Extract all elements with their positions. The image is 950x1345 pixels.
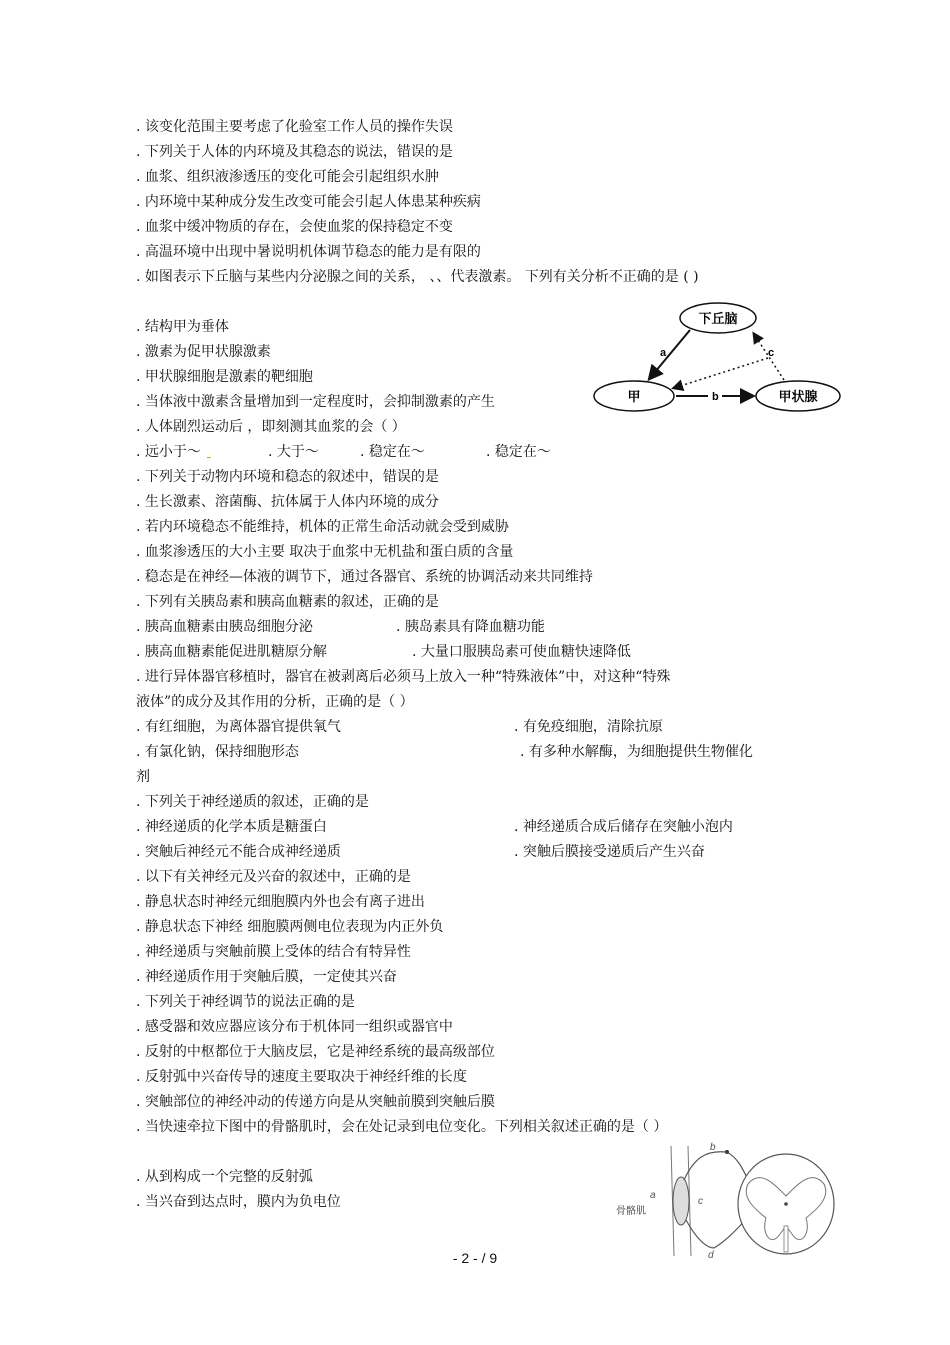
question-stem: . 以下有关神经元及兴奋的叙述中，正确的是 — [136, 869, 411, 885]
text-line: . 该变化范围主要考虑了化验室工作人员的操作失误 — [136, 119, 453, 135]
muscle-shape — [673, 1177, 689, 1225]
question-stem: . 当快速牵拉下图中的骨骼肌时，会在处记录到电位变化。下列相关叙述正确的是（ ） — [136, 1119, 668, 1135]
label-c: c — [698, 1196, 703, 1207]
option: . 高温环境中出现中暑说明机体调节稳态的能力是有限的 — [136, 244, 481, 260]
option-text: . 远小于～ — [136, 444, 201, 460]
option: . 胰岛素具有降血糖功能 — [396, 619, 545, 635]
label-d: d — [708, 1250, 714, 1261]
option: . 反射弧中兴奋传导的速度主要取决于神经纤维的长度 — [136, 1069, 467, 1085]
option: . 甲状腺细胞是激素的靶细胞 — [136, 369, 313, 385]
question-stem: . 如图表示下丘脑与某些内分泌腺之间的关系， 、、代表激素。 下列有关分析不正确的是 ( ) — [136, 269, 699, 285]
option: . 大于～ — [268, 444, 319, 460]
option: . 稳态是在神经—体液的调节下，通过各器官、系统的协调活动来共同维持 — [136, 569, 593, 585]
question-stem-cont: 液体”的成分及其作用的分析，正确的是（ ） — [136, 694, 414, 710]
option: . 内环境中某种成分发生改变可能会引起人体患某种疾病 — [136, 194, 481, 210]
label-b: b — [710, 1142, 716, 1153]
option: . 突触后膜接受递质后产生兴奋 — [514, 844, 705, 860]
page-number: - 2 - / 9 — [452, 1250, 498, 1266]
option: . 若内环境稳态不能维持，机体的正常生命活动就会受到威胁 — [136, 519, 509, 535]
option: . 神经递质合成后储存在突触小泡内 — [514, 819, 733, 835]
option: . 稳定在～ — [360, 444, 425, 460]
question-stem: . 下列关于人体的内环境及其稳态的说法，错误的是 — [136, 144, 453, 160]
option: . 生长激素、溶菌酶、抗体属于人体内环境的成分 — [136, 494, 439, 510]
option: . 血浆中缓冲物质的存在，会使血浆的保持稳定不变 — [136, 219, 453, 235]
option: . 神经递质与突触前膜上受体的结合有特异性 — [136, 944, 411, 960]
question-stem: . 下列关于动物内环境和稳态的叙述中，错误的是 — [136, 469, 439, 485]
option-cont: 剂 — [136, 769, 150, 785]
label-b: b — [712, 391, 719, 403]
option: . 结构甲为垂体 — [136, 319, 229, 335]
option: . 血浆渗透压的大小主要 取决于血浆中无机盐和蛋白质的含量 — [136, 544, 514, 560]
hormone-diagram — [588, 298, 844, 418]
arrow-c-left — [674, 358, 768, 388]
question-stem: . 下列关于神经递质的叙述，正确的是 — [136, 794, 369, 810]
option: . 静息状态时神经元细胞膜内外也会有离子进出 — [136, 894, 425, 910]
option: . 大量口服胰岛素可使血糖快速降低 — [412, 644, 631, 660]
muscle-label: 骨骼肌 — [616, 1206, 646, 1217]
option: . 胰高血糖素由胰岛细胞分泌 — [136, 619, 313, 635]
question-stem: . 下列有关胰岛素和胰高血糖素的叙述，正确的是 — [136, 594, 439, 610]
label-a: a — [660, 347, 667, 359]
option: . 当兴奋到达点时，膜内为负电位 — [136, 1194, 341, 1210]
option: . 从到构成一个完整的反射弧 — [136, 1169, 313, 1185]
option: . 突触后神经元不能合成神经递质 — [136, 844, 341, 860]
highlight-mark: ˍ — [200, 444, 213, 460]
arrow-a — [650, 330, 690, 378]
node-hypothalamus-label: 下丘脑 — [698, 311, 738, 326]
label-a: a — [650, 1190, 656, 1201]
question-stem: . 进行异体器官移植时，器官在被剥离后必须马上放入一种“特殊液体”中，对这种“特殊 — [136, 669, 671, 685]
option: . 突触部位的神经冲动的传递方向是从突触前膜到突触后膜 — [136, 1094, 495, 1110]
option: . 神经递质的化学本质是糖蛋白 — [136, 819, 327, 835]
question-stem: . 下列关于神经调节的说法正确的是 — [136, 994, 355, 1010]
node-jia-label: 甲 — [627, 389, 641, 404]
option: . 神经递质作用于突触后膜，一定使其兴奋 — [136, 969, 397, 985]
node-thyroid-label: 甲状腺 — [778, 389, 818, 404]
reflex-arc-diagram — [616, 1138, 846, 1264]
option: . 激素为促甲状腺激素 — [136, 344, 271, 360]
option: . 当体液中激素含量增加到一定程度时，会抑制激素的产生 — [136, 394, 495, 410]
option — [136, 443, 212, 461]
option: . 血浆、组织液渗透压的变化可能会引起组织水肿 — [136, 169, 439, 185]
option: . 有氯化钠，保持细胞形态 — [136, 744, 299, 760]
option: . 有免疫细胞，清除抗原 — [514, 719, 663, 735]
option: . 感受器和效应器应该分布于机体同一组织或器官中 — [136, 1019, 453, 1035]
option: . 有多种水解酶，为细胞提供生物催化 — [520, 744, 753, 760]
option: . 反射的中枢都位于大脑皮层，它是神经系统的最高级部位 — [136, 1044, 495, 1060]
option: . 胰高血糖素能促进肌糖原分解 — [136, 644, 327, 660]
label-c: c — [768, 347, 775, 359]
question-stem: . 人体剧烈运动后 ，即刻测其血浆的会（ ） — [136, 419, 406, 435]
option: . 静息状态下神经 细胞膜两侧电位表现为内正外负 — [136, 919, 444, 935]
option: . 有红细胞，为离体器官提供氧气 — [136, 719, 341, 735]
option: . 稳定在～ — [486, 444, 551, 460]
